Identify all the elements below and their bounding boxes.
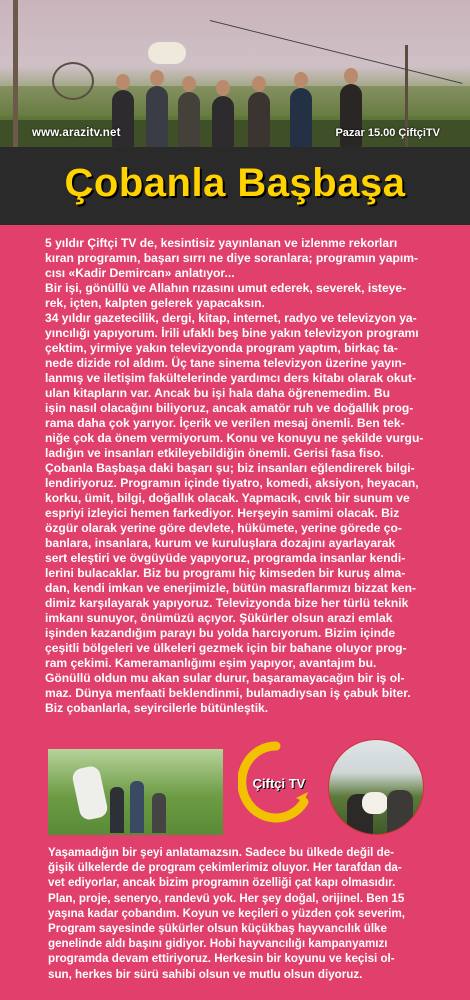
person-figure <box>248 92 270 147</box>
header-photo <box>0 0 470 147</box>
broadcast-schedule: Pazar 15.00 ÇiftçiTV <box>335 127 440 139</box>
person-head <box>216 80 230 96</box>
person-figure <box>152 793 166 833</box>
closing-paragraph: Yaşamadığın bir şeyi anlatamazsın. Sadece bu ülkede değil de- ğişik ülkelerde de program çekimlerimiz oluyor. Her tarafdan da- vet ediyorlar, ancak bizim programın özelliği çat kapı olmasıdır. Plan, proje, seneryo, randevü yok. Her şey doğal, orijinel. Ben 15 yaşına kadar çobandım. Koyun ve keçileri o yüzden çok severim, Program sayesinde şükürler olsun küçükbaş hayvancılık ülke genelinde aldı başını gidiyor. Hobi hayvancılığı kampanyamızı programda devam ettiriyoruz. Herkesin bir koyunu ve keçisi ol- sun, herkes bir sürü sahibi olsun ve mutlu olsun diyoruz. <box>48 846 405 981</box>
person-head <box>150 70 164 86</box>
page-title: Çobanla Başbaşa <box>64 161 406 205</box>
person-figure <box>290 88 312 147</box>
person-figure <box>146 86 168 147</box>
person-figure <box>387 790 413 834</box>
power-wire <box>210 20 463 84</box>
goat-figure <box>71 765 109 822</box>
person-head <box>182 76 196 92</box>
shepherd-photo <box>48 749 223 835</box>
person-head <box>252 76 266 92</box>
person-figure <box>110 787 124 833</box>
person-head <box>344 68 358 84</box>
article-body <box>45 236 440 717</box>
article-paragraph: 5 yıldır Çiftçi TV de, kesintisiz yayınlanan ve izlenme rekorları kıran programın, başarı sırrı ne diye soranlara; programın yapım- cısı «Kadir Demircan» anlatıyor... Bir işi, gönüllü ve Allahın rızasını umut ederek, severek, isteye- rek, içten, kalpten gelerek yapacaksın. 34 yıldır gazetecilik, dergi, kitap, internet, radyo ve televizyon ya- yıncılığı yapıyorum. İrili ufaklı beş bine yakın televizyon programı çektim, yirmiye yakın televizyonda program yaptım, birkaç ta- nede dizide rol aldım. Üç tane sinema televizyon üzerine yayın- lanmış ve iletişim fakültelerinde yardımcı ders kitabı olarak okut- ulan kitapların var. Ancak bu işi hala daha öğrenemedim. Bu işin nasıl olacağını biliyoruz, ancak amatör ruh ve doğallık prog- rama daha çok yarıyor. İçerik ve verilen mesaj önemli. Ben tek- niğe çok da önem vermiyorum. Konu ve konuyu ne şekilde vurgu- ladığın ve insanları etkileyebildiğin önemli. Gerisi fasa fiso. Çobanla Başbaşa daki başarı şu; biz insanları eğlendirerek bilgi- lendiriyoruz. Programın içinde tiyatro, komedi, aksiyon, heyacan, korku, ümit, bilgi, doğallık olacak. Yapmacık, cıvık bir sunum ve espriyi izleyici hemen farkediyor. Herşeyin samimi olacak. Biz özgür olarak yerine göre devlete, hükümete, yerine görede ço- banlara, insanlara, kurum ve kuruluşlara dozajını ayarlayarak sert eleştiri ve övgüyüde yapıyoruz, programda insanlar kendi- lerini bulacaklar. Biz bu programı hiç kimseden bir kuruş alma- dan, kendi imkan ve enerjimizle, bütün masraflarımızı bizzat ken- dimiz karşılayarak yapıyoruz. Televizyonda bize her türlü teknik imkanı sunuyor, önümüzü açıyor. Şükürler olsun arazi emlak işinden kazandığım parayı bu yolda harcıyorum. Bizim içinde çeşitli bölgeleri ve ülkeleri gezmek için bir bahane oluyor prog- ram çekimi. Kameramanlığımı eşim yapıyor, avantajım bu. Gönüllü oldun mu akan sular durur, başaramayacağın bir iş ol- maz. Dünya menfaati beklendinmi, bulamadıysan iş çabuk biter. Biz çobanlarla, seyircilerle bütünleştik. <box>45 236 424 716</box>
website-url: www.arazitv.net <box>32 127 121 139</box>
tree-silhouette <box>52 62 94 100</box>
person-head <box>294 72 308 88</box>
lamb-figure <box>362 792 388 814</box>
logo-label: Çiftçi TV <box>252 776 306 791</box>
person-figure <box>212 96 234 147</box>
person-head <box>116 74 130 90</box>
utility-pole <box>13 0 18 147</box>
closing-text <box>48 845 433 982</box>
person-figure <box>178 92 200 147</box>
lamb-figure <box>148 42 186 64</box>
person-figure <box>130 781 144 833</box>
round-photo <box>328 739 424 835</box>
